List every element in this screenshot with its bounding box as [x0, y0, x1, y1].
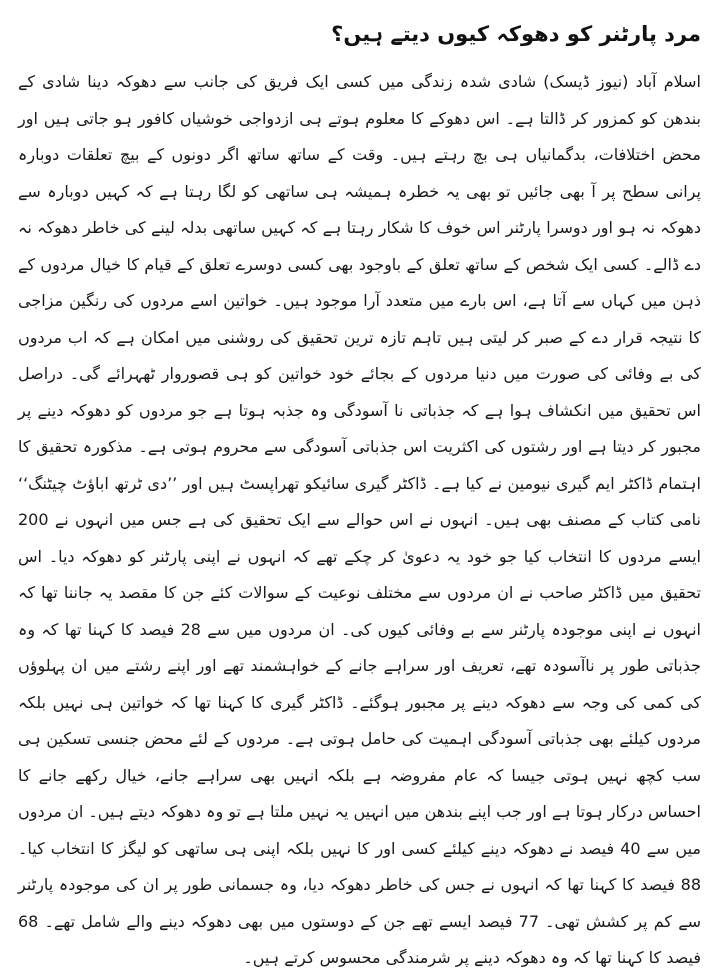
article-body: اسلام آباد (نیوز ڈیسک) شادی شدہ زندگی میں کسی ایک فریق کی جانب سے دھوکہ دینا شادی کے بندھن کو کمزور کر ڈالتا ہے۔ اس دھوکے کا معلوم ہوتے ہی ازدواجی خوشیاں کافور ہو جاتی ہیں اور محض اختلافات، بدگمانیاں ہی بچ رہتے ہیں۔ وقت کے ساتھ ساتھ اگر دونوں کے بیچ تعلقات دوبارہ پرانی سطح پر آ بھی جائیں تو بھی یہ خطرہ ہمیشہ ہی ساتھی کو لگا رہتا ہے کہ کہیں دوبارہ سے دھوکہ نہ ہو اور دوسرا پارٹنر اس خوف کا شکار رہتا ہے کہ کہیں ساتھی بدلہ لینے کی خاطر دھوکہ نہ دے ڈالے۔ کسی ایک شخص کے ساتھ تعلق کے باوجود بھی کسی دوسرے تعلق کے قیام کا خیال مردوں کے ذہن میں کہاں سے آتا ہے، اس بارے میں متعدد آرا موجود ہیں۔ خواتین اسے مردوں کی رنگین مزاجی کا نتیجہ قرار دے کے صبر کر لیتی ہیں تاہم تازہ ترین تحقیق کی روشنی میں امکان ہے کہ اب مردوں کی بے وفائی کی صورت میں دنیا مردوں کے بجائے خود خواتین کو ہی قصوروار ٹھہرائے گی۔ دراصل اس تحقیق میں انکشاف ہوا ہے کہ جذباتی نا آسودگی وہ جذبہ ہوتا ہے جو مردوں کو دھوکہ دینے پر مجبور کر دیتا ہے اور رشتوں کی اکثریت اس جذباتی آسودگی سے محروم ہوتی ہے۔ مذکورہ تحقیق کا اہتمام ڈاکٹر ایم گیری نیومین نے کیا ہے۔ ڈاکٹر گیری سائیکو تھراپسٹ ہیں اور ’’دی ٹرتھ اباؤٹ چیٹنگ‘‘ نامی کتاب کے مصنف بھی ہیں۔ انہوں نے اس حوالے سے ایک تحقیق کی ہے جس میں انہوں نے 200 ایسے مردوں کا انتخاب کیا جو خود یہ دعویٰ کر چکے تھے کہ انہوں نے اپنی پارٹنر کو دھوکہ دیا۔ اس تحقیق میں ڈاکٹر صاحب نے ان مردوں سے مختلف نوعیت کے سوالات کئے جن کا مقصد یہ جاننا تھا کہ انہوں نے اپنی موجودہ پارٹنر سے بے وفائی کیوں کی۔ ان مردوں میں سے 28 فیصد کا کہنا تھا کہ وہ جذباتی طور پر ناآسودہ تھے، تعریف اور سراہے جانے کے خواہشمند تھے اور اپنے رشتے میں ان پہلوؤں کی کمی کی وجہ سے دھوکہ دینے پر مجبور ہوگئے۔ ڈاکٹر گیری کا کہنا تھا کہ خواتین ہی نہیں بلکہ مردوں کیلئے بھی جذباتی آسودگی اہمیت کی حامل ہوتی ہے۔ مردوں کے لئے محض جنسی تسکین ہی سب کچھ نہیں ہوتی جیسا کہ عام مفروضہ ہے بلکہ انہیں بھی سراہے جانے، خیال رکھے جانے کا احساس درکار ہوتا ہے اور جب اپنے بندھن میں انہیں یہ نہیں ملتا ہے تو وہ دھوکہ دیتے ہیں۔ ان مردوں میں سے 40 فیصد نے دھوکہ دینے کیلئے کسی اور کا نہیں بلکہ اپنی ہی ساتھی کو لیگز کا انتخاب کیا۔ 88 فیصد کا کہنا تھا کہ انہوں نے جس کی خاطر دھوکہ دیا، وہ جسمانی طور پر ان کی موجودہ پارٹنر سے کم پر کشش تھی۔ 77 فیصد ایسے تھے جن کے دوستوں میں بھی دھوکہ دینے والے شامل تھے۔ 68 فیصد کا کہنا تھا کہ وہ دھوکہ دینے پر شرمندگی محسوس کرتے ہیں۔	[18, 72, 702, 967]
article-headline: مرد پارٹنر کو دھوکہ کیوں دیتے ہیں؟	[331, 22, 701, 46]
